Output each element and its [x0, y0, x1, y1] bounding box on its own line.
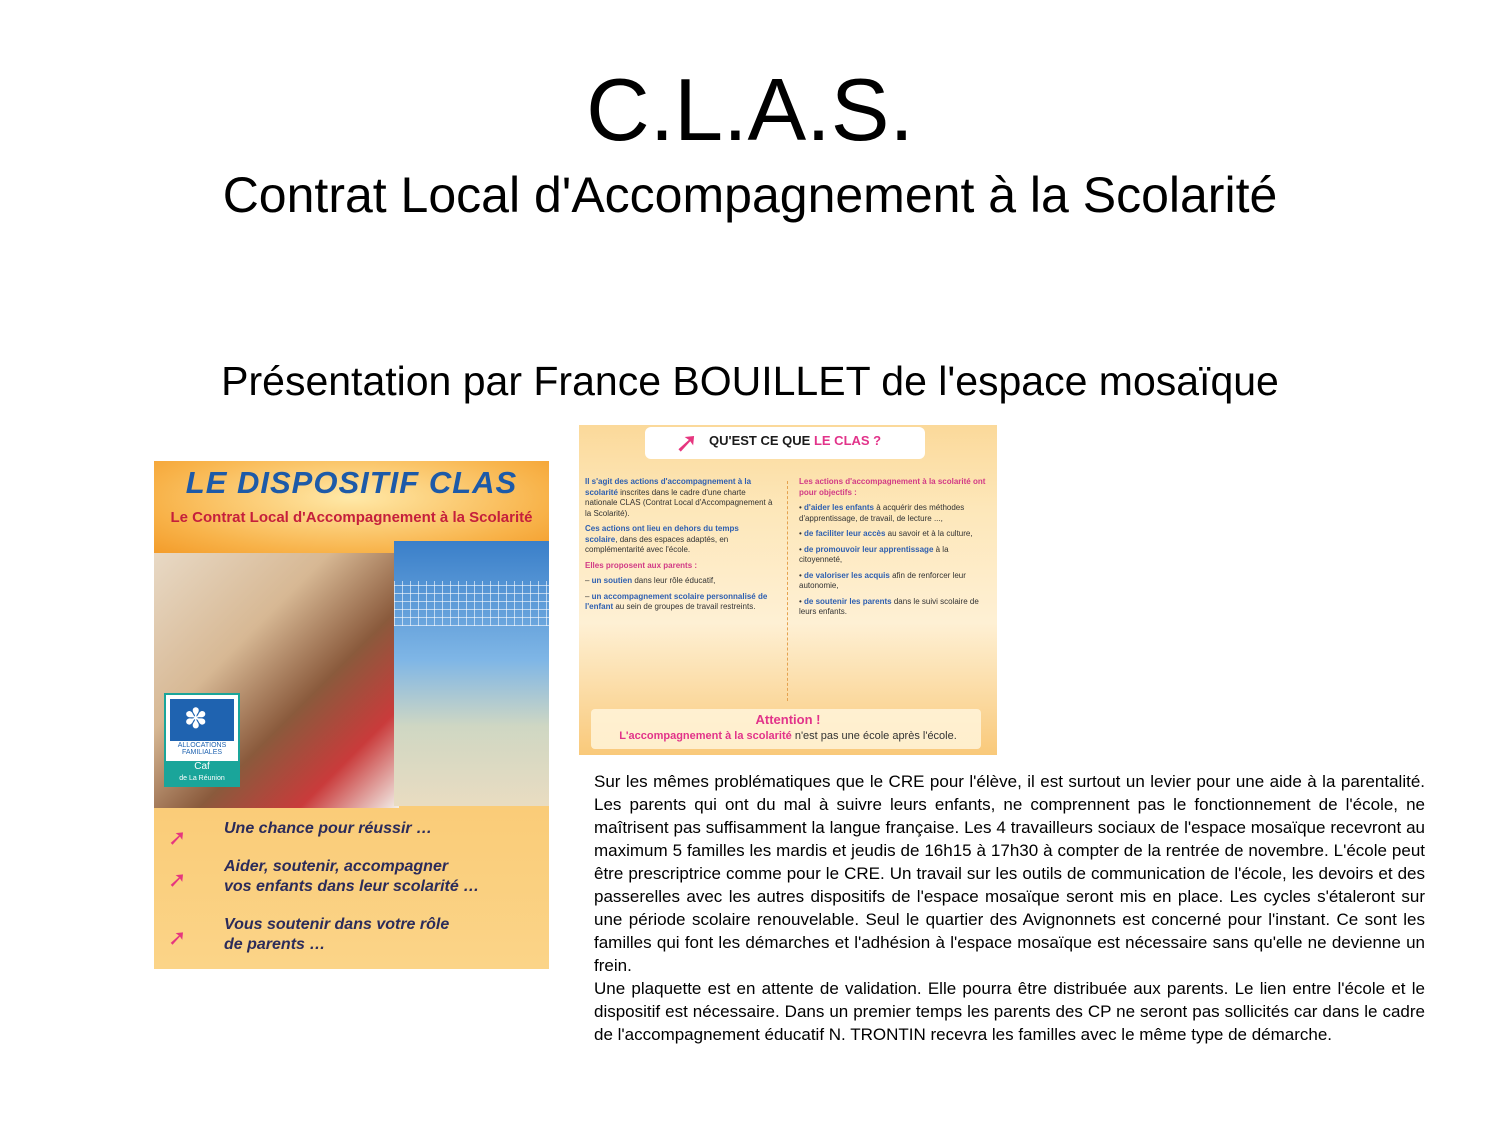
brochure-bullet: Aider, soutenir, accompagner vos enfants dans leur scolarité … — [224, 858, 480, 895]
caf-logo: ✽ ALLOCATIONS FAMILIALES Caf de La Réunion — [164, 693, 240, 787]
slide-title: C.L.A.S. — [586, 60, 914, 159]
info-right-column: Les actions d'accompagnement à la scolarité ont pour objectifs : • d'aider les enfants à acquérir des méthodes d'apprentissage, de travail, de lecture ..., • de faciliter leur accès au savoir et à la culture, • de promouvoir leur apprentissage à la citoyenneté, • de valoriser les acquis afin de renforcer leur autonomie, • de soutenir les parents dans le suivi scolaire de leurs enfants. — [799, 477, 986, 616]
pink-arrow-icon: ➚ — [675, 427, 699, 458]
pink-arrow-icon: ➚ — [168, 867, 187, 892]
attention-heading: Attention ! — [755, 712, 821, 727]
brochure-title: LE DISPOSITIF CLAS — [185, 465, 518, 500]
column-divider — [787, 481, 789, 701]
info-title: QU'EST CE QUE LE CLAS ? — [709, 433, 882, 448]
description-text — [594, 770, 1425, 1046]
brochure-bullet: Une chance pour réussir … — [224, 820, 433, 837]
presenter-line: Présentation par France BOUILLET de l'espace mosaïque — [221, 358, 1279, 404]
info-left-column: Il s'agit des actions d'accompagnement à la scolarité inscrites dans le cadre d'une charte nationale CLAS (Contrat Local d'Accompagnement à la Scolarité). Ces actions ont lieu en dehors du temps scolaire, dans des espaces adaptés, en complémentarité avec l'école. Elles proposent aux parents : – un soutien dans leur rôle éducatif, – un accompagnement scolaire personnalisé de l'enfant au sein de groupes de travail restreints. — [585, 477, 773, 611]
pink-arrow-icon: ➚ — [168, 825, 187, 850]
pink-arrow-icon: ➚ — [168, 925, 187, 950]
description-paragraph-1: Sur les mêmes problématiques que le CRE pour l'élève, il est surtout un levier pour une aide à la parentalité. Les parents qui ont du mal à suivre leurs enfants, ne comprennent pas le fonctionnement de l'école, ne maîtrisent pas suffisamment la langue française. Les 4 travailleurs sociaux de l'espace mosaïque recevront au maximum 5 familles les mardis et jeudis de 16h15 à 17h30 à compter de la rentrée de novembre. L'école peut être prescriptrice comme pour le CRE. Un travail sur les outils de communication de l'école, les devoirs et des passerelles avec les autres dispositifs de l'espace mosaïque seront mis en place. Les cycles s'étaleront sur une période scolaire renouvelable. Seul le quartier des Avignonnets est concerné pour l'instant. Ce sont les familles qui font les démarches et l'adhésion à l'espace mosaïque est nécessaire sans qu'elle ne devienne un frein. — [594, 772, 1425, 975]
volleyball-net — [394, 581, 549, 626]
brochure-subtitle: Le Contrat Local d'Accompagnement à la Scolarité — [170, 509, 533, 526]
description-paragraph-2: Une plaquette est en attente de validation. Elle pourra être distribuée aux parents. Le lien entre l'école et le dispositif est nécessaire. Dans un premier temps les parents des CP ne seront pas sollicités car dans le cadre de l'accompagnement éducatif N. TRONTIN recevra les familles avec le même type de démarche. — [594, 979, 1425, 1044]
slide-subtitle: Contrat Local d'Accompagnement à la Scolarité — [222, 167, 1278, 223]
clas-brochure-image — [154, 461, 549, 969]
attention-text: L'accompagnement à la scolarité n'est pas une école après l'école. — [619, 730, 957, 742]
family-figures-icon: ✽ — [184, 703, 208, 734]
brochure-bullet: Vous soutenir dans votre rôle de parents … — [224, 916, 450, 953]
clas-info-image — [579, 425, 997, 755]
